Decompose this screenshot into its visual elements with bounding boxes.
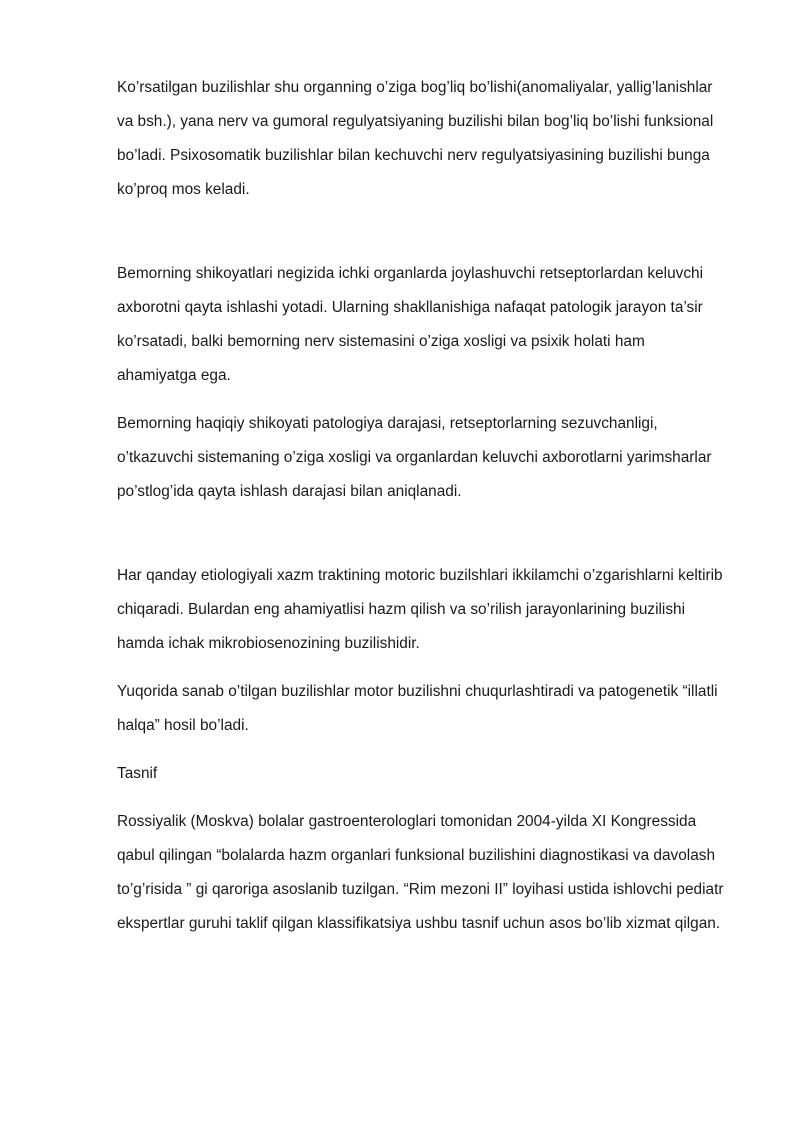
section-heading-classification: Tasnif (117, 765, 158, 782)
paragraph-functional-disorders: Ko’rsatilgan buzilishlar shu organning o’ziga bog’liq bo’lishi(anomaliyalar, yallig’lanishlar va bsh.), yana nerv va gumoral regulyatsiyaning buzilishi bilan bog’liq bo’lishi funksional bo’ladi. Psixosomatik buzilishlar bilan kechuvchi nerv regulyatsiyasining buzilishi bunga ko’proq mos keladi. (117, 79, 714, 198)
paragraph-patient-complaints: Bemorning shikoyatlari negizida ichki organlarda joylashuvchi retseptorlardan keluvchi axborotni qayta ishlashi yotadi. Ularning shakllanishiga nafaqat patologik jarayon ta’sir ko’rsatadi, balki bemorning nerv sistemasini o’ziga xosligi va psixik holati ham ahamiyatga ega. (117, 265, 704, 384)
document-body (117, 71, 727, 955)
paragraph-true-complaint: Bemorning haqiqiy shikoyati patologiya darajasi, retseptorlarning sezuvchanligi, o’tkazuvchi sistemaning o’ziga xosligi va organlardan keluvchi axborotlarni yarimsharlar po’stlog’ida qayta ishlash darajasi bilan aniqlanadi. (117, 415, 712, 500)
paragraph-classification-basis: Rossiyalik (Moskva) bolalar gastroenterologlari tomonidan 2004-yilda XI Kongressida qabul qilingan “bolalarda hazm organlari funksional buzilishini diagnostikasi va davolash to’g’risida ” gi qaroriga asoslanib tuzilgan. “Rim mezoni II” loyihasi ustida ishlovchi pediatr ekspertlar guruhi taklif qilgan klassifikatsiya ushbu tasnif uchun asos bo’lib xizmat qilgan. (117, 813, 724, 932)
paragraph-motor-disorders: Har qanday etiologiyali xazm traktining motoric buzilshlari ikkilamchi o’zgarishlarni keltirib chiqaradi. Bulardan eng ahamiyatlisi hazm qilish va so’rilish jarayonlarining buzilishi hamda ichak mikrobiosenozining buzilishidir. (117, 567, 723, 652)
paragraph-vicious-circle: Yuqorida sanab o’tilgan buzilishlar motor buzilishni chuqurlashtiradi va patogenetik “illatli halqa” hosil bo’ladi. (117, 683, 718, 734)
